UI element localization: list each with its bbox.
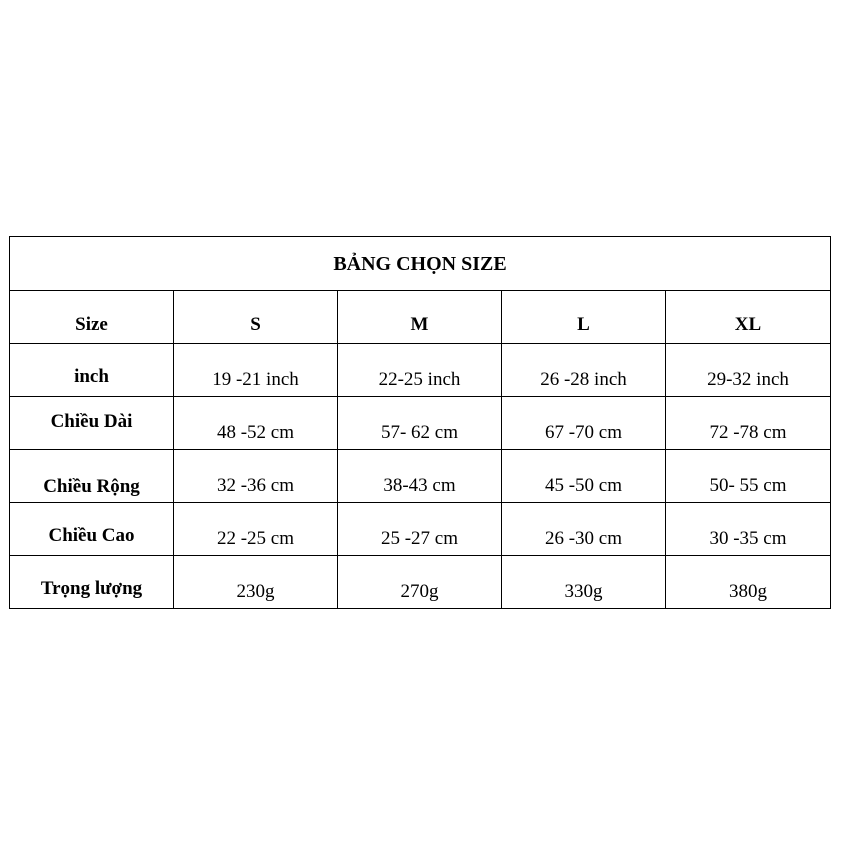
size-chart-table bbox=[9, 236, 831, 609]
table-row-weight bbox=[10, 556, 831, 609]
table-row-height bbox=[10, 503, 831, 556]
cell-width-l: 45 -50 cm bbox=[502, 450, 666, 503]
table-row-inch bbox=[10, 344, 831, 397]
header-size-m: M bbox=[338, 291, 502, 344]
title-row bbox=[10, 237, 831, 291]
cell-weight-l: 330g bbox=[502, 556, 666, 609]
cell-width-m: 38-43 cm bbox=[338, 450, 502, 503]
table-row-length bbox=[10, 397, 831, 450]
row-label-weight: Trọng lượng bbox=[10, 556, 174, 609]
cell-weight-s: 230g bbox=[174, 556, 338, 609]
header-size-s: S bbox=[174, 291, 338, 344]
header-size-label: Size bbox=[10, 291, 174, 344]
cell-inch-l: 26 -28 inch bbox=[502, 344, 666, 397]
header-size-l: L bbox=[502, 291, 666, 344]
table-row-width bbox=[10, 450, 831, 503]
cell-weight-xl: 380g bbox=[666, 556, 831, 609]
cell-height-l: 26 -30 cm bbox=[502, 503, 666, 556]
row-label-height: Chiều Cao bbox=[10, 503, 174, 556]
cell-width-s: 32 -36 cm bbox=[174, 450, 338, 503]
cell-length-s: 48 -52 cm bbox=[174, 397, 338, 450]
cell-height-xl: 30 -35 cm bbox=[666, 503, 831, 556]
cell-width-xl: 50- 55 cm bbox=[666, 450, 831, 503]
row-label-width: Chiều Rộng bbox=[10, 450, 174, 503]
cell-inch-s: 19 -21 inch bbox=[174, 344, 338, 397]
cell-length-l: 67 -70 cm bbox=[502, 397, 666, 450]
cell-length-m: 57- 62 cm bbox=[338, 397, 502, 450]
cell-length-xl: 72 -78 cm bbox=[666, 397, 831, 450]
cell-weight-m: 270g bbox=[338, 556, 502, 609]
cell-inch-m: 22-25 inch bbox=[338, 344, 502, 397]
cell-inch-xl: 29-32 inch bbox=[666, 344, 831, 397]
row-label-inch: inch bbox=[10, 344, 174, 397]
cell-height-m: 25 -27 cm bbox=[338, 503, 502, 556]
header-size-xl: XL bbox=[666, 291, 831, 344]
header-row bbox=[10, 291, 831, 344]
row-label-length: Chiều Dài bbox=[10, 397, 174, 450]
table-title: BẢNG CHỌN SIZE bbox=[10, 237, 831, 291]
cell-height-s: 22 -25 cm bbox=[174, 503, 338, 556]
